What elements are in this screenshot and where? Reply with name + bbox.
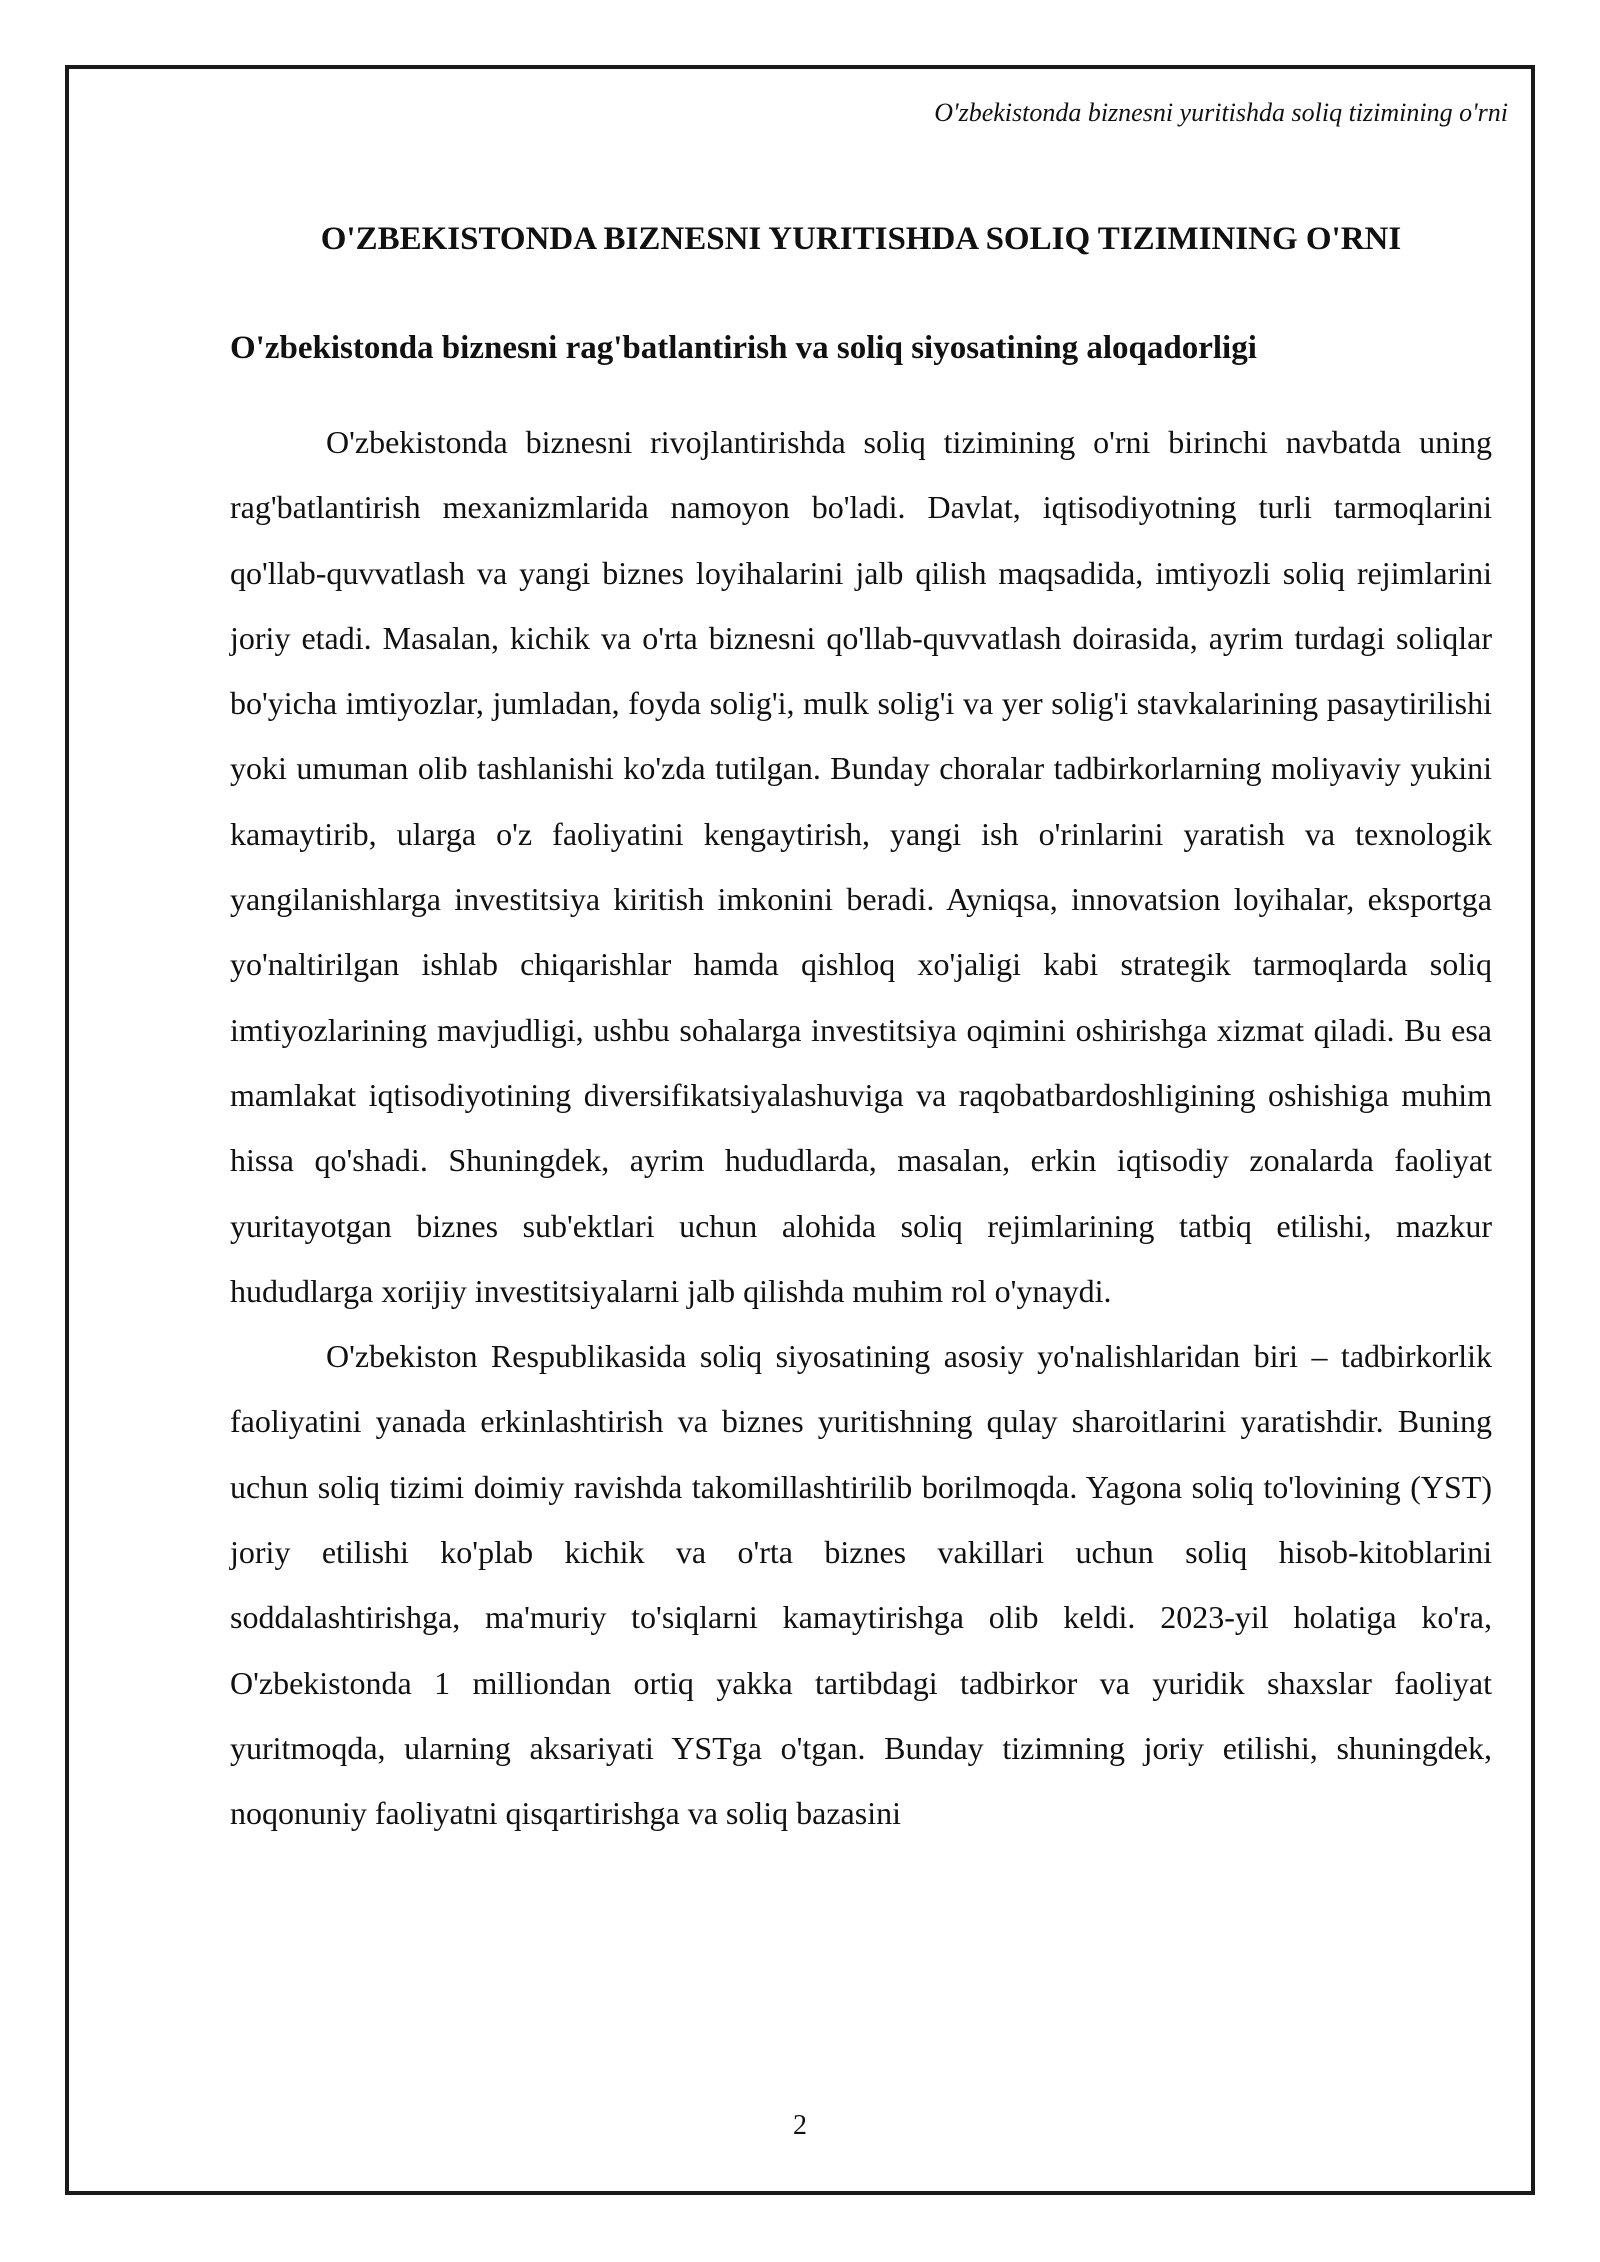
page-number: 2 — [793, 2110, 807, 2141]
document-title: O'ZBEKISTONDA BIZNESNI YURITISHDA SOLIQ TIZIMINING O'RNI — [320, 221, 1402, 257]
body-text — [230, 410, 1492, 1847]
paragraph-2: O'zbekiston Respublikasida soliq siyosatining asosiy yo'nalishlaridan biri – tadbirkorlik faoliyatini yanada erkinlashtirish va biznes yuritishning qulay sharoitlarini yaratishdir. Buning uchun soliq tizimi doimiy ravishda takomillashtirilib borilmoqda. Yagona soliq to'lovining (YST) joriy etilishi ko'plab kichik va o'rta biznes vakillari uchun soliq hisob-kitoblarini soddalashtirishga, ma'muriy to'siqlarni kamaytirishga olib keldi. 2023-yil holatiga ko'ra, O'zbekistonda 1 milliondan ortiq yakka tartibdagi tadbirkor va yuridik shaxslar faoliyat yuritmoqda, ularning aksariyati YSTga o'tgan. Bunday tizimning joriy etilishi, shuningdek, noqonuniy faoliyatni qisqartirishga va soliq bazasini — [230, 1338, 1492, 1832]
running-header: O'zbekistonda biznesni yuritishda soliq tizimining o'rni — [934, 98, 1508, 127]
section-heading: O'zbekistonda biznesni rag'batlantirish va soliq siyosatining aloqadorligi — [230, 330, 1257, 366]
paragraph-1: O'zbekistonda biznesni rivojlantirishda soliq tizimining o'rni birinchi navbatda uning rag'batlantirish mexanizmlarida namoyon bo'ladi. Davlat, iqtisodiyotning turli tarmoqlarini qo'llab-quvvatlash va yangi biznes loyihalarini jalb qilish maqsadida, imtiyozli soliq rejimlarini joriy etadi. Masalan, kichik va o'rta biznesni qo'llab-quvvatlash doirasida, ayrim turdagi soliqlar bo'yicha imtiyozlar, jumladan, foyda solig'i, mulk solig'i va yer solig'i stavkalarining pasaytirilishi yoki umuman olib tashlanishi ko'zda tutilgan. Bunday choralar tadbirkorlarning moliyaviy yukini kamaytirib, ularga o'z faoliyatini kengaytirish, yangi ish o'rinlarini yaratish va texnologik yangilanishlarga investitsiya kiritish imkonini beradi. Ayniqsa, innovatsion loyihalar, eksportga yo'naltirilgan ishlab chiqarishlar hamda qishloq xo'jaligi kabi strategik tarmoqlarda soliq imtiyozlarining mavjudligi, ushbu sohalarga investitsiya oqimini oshirishga xizmat qiladi. Bu esa mamlakat iqtisodiyotining diversifikatsiyalashuviga va raqobatbardoshligining oshishiga muhim hissa qo'shadi. Shuningdek, ayrim hududlarda, masalan, erkin iqtisodiy zonalarda faoliyat yuritayotgan biznes sub'ektlari uchun alohida soliq rejimlarining tatbiq etilishi, mazkur hududlarga xorijiy investitsiyalarni jalb qilishda muhim rol o'ynaydi. — [230, 424, 1492, 1309]
